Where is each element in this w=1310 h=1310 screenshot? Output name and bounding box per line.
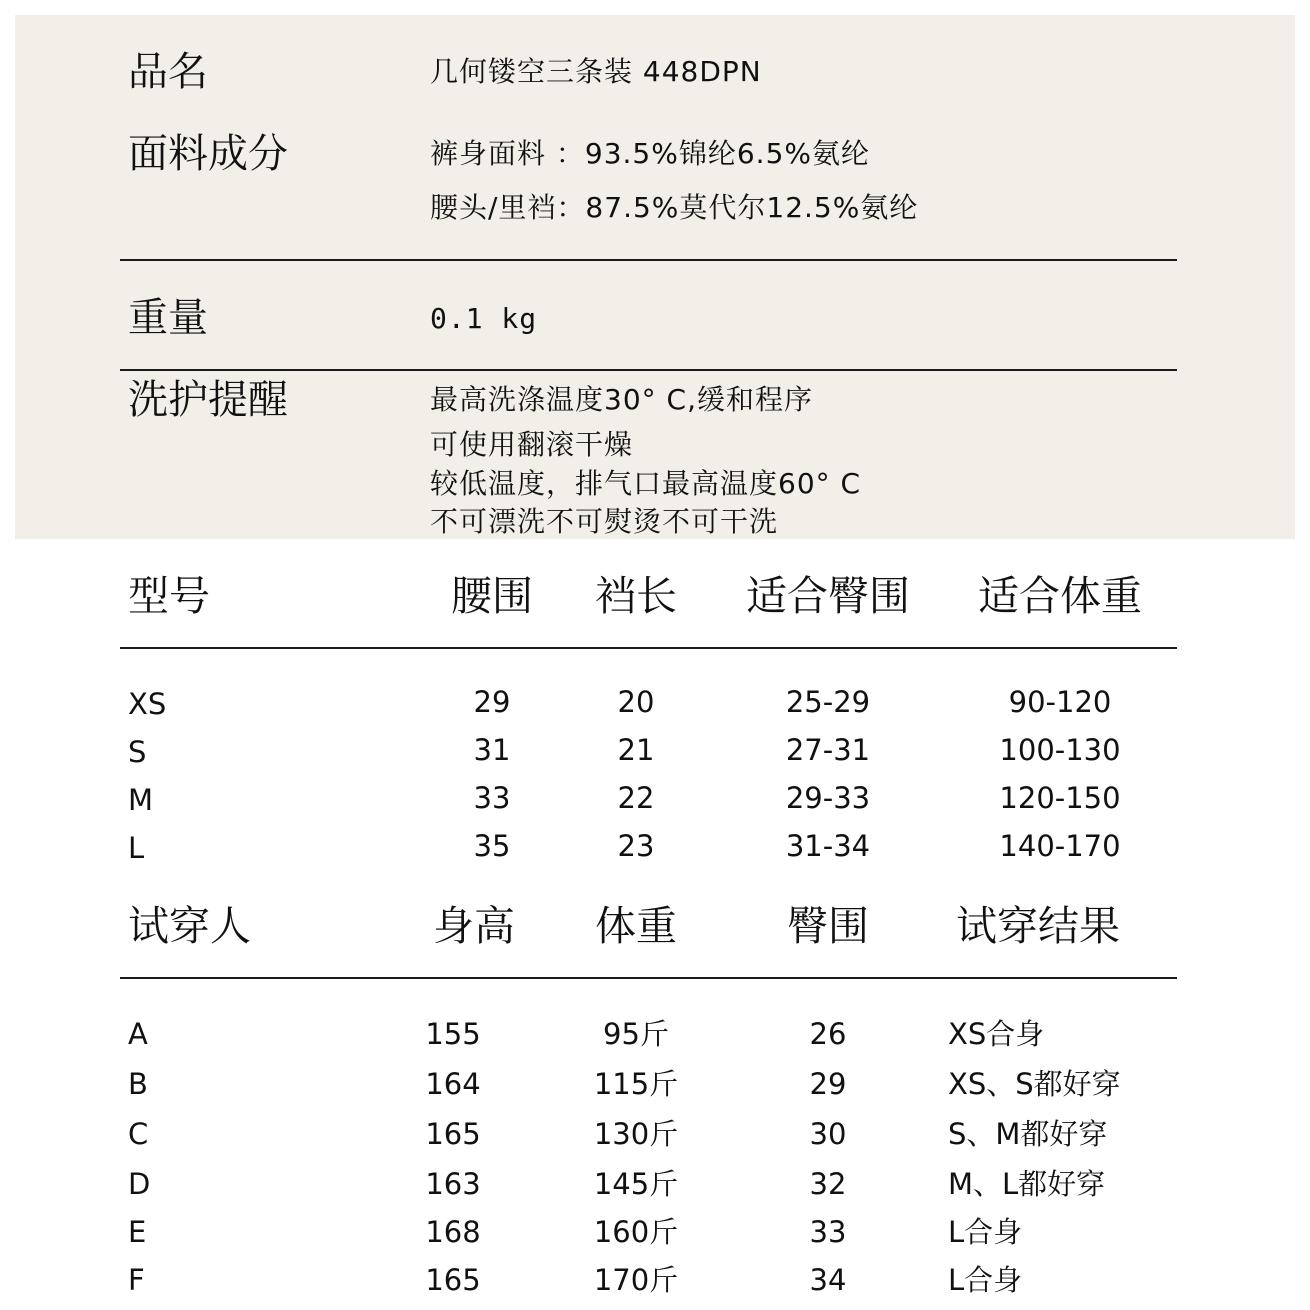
fit-cell: 115斤 (593, 1067, 679, 1101)
size-cell: 33 (473, 781, 511, 815)
fit-cell: L合身 (948, 1215, 1023, 1249)
weight-label: 重量 (128, 295, 208, 341)
size-cell: 31-34 (785, 829, 871, 863)
size-header-waist: 腰围 (451, 572, 533, 620)
size-cell: 31 (473, 733, 511, 767)
size-cell: 140-170 (999, 829, 1121, 863)
fit-cell: E (128, 1215, 147, 1249)
fit-cell: C (128, 1117, 149, 1151)
product-name-value: 几何镂空三条装 448DPN (430, 55, 762, 88)
fit-cell: XS、S都好穿 (948, 1067, 1121, 1101)
care-label: 洗护提醒 (128, 377, 288, 423)
size-header-weight: 适合体重 (978, 572, 1142, 620)
size-cell: S (128, 735, 147, 769)
care-line-3: 较低温度，排气口最高温度60° C (430, 467, 862, 500)
size-header-hip: 适合臀围 (746, 572, 910, 620)
fit-cell: 170斤 (593, 1263, 679, 1297)
size-header-rule (120, 647, 1177, 649)
fit-cell: XS合身 (948, 1017, 1045, 1051)
fabric-label: 面料成分 (128, 131, 288, 177)
size-cell: M (128, 783, 154, 817)
fit-cell: B (128, 1067, 148, 1101)
fit-cell: L合身 (948, 1263, 1023, 1297)
fit-cell: 165 (425, 1263, 481, 1297)
fabric-line-1: 裤身面料 ：93.5%锦纶6.5%氨纶 (430, 137, 870, 170)
size-cell: 120-150 (999, 781, 1121, 815)
fit-cell: D (128, 1167, 151, 1201)
fit-cell: 145斤 (593, 1167, 679, 1201)
divider-1 (120, 259, 1177, 261)
fit-header-hip: 臀围 (787, 902, 869, 950)
fit-cell: 168 (425, 1215, 481, 1249)
divider-2 (120, 369, 1177, 371)
fit-cell: F (128, 1263, 145, 1297)
fit-cell: M、L都好穿 (948, 1167, 1106, 1201)
size-cell: 20 (617, 685, 655, 719)
size-cell: 29-33 (785, 781, 871, 815)
weight-value: 0.1 kg (430, 302, 538, 335)
fit-cell: 32 (809, 1167, 847, 1201)
size-cell: 100-130 (999, 733, 1121, 767)
size-cell: 23 (617, 829, 655, 863)
size-cell: XS (128, 687, 167, 721)
size-cell: 27-31 (785, 733, 871, 767)
fit-cell: 95斤 (603, 1017, 669, 1051)
fit-header-person: 试穿人 (128, 902, 251, 950)
fit-cell: 33 (809, 1215, 847, 1249)
fit-header-result: 试穿结果 (956, 902, 1120, 950)
care-line-2: 可使用翻滚干燥 (430, 428, 634, 461)
size-header-model: 型号 (128, 572, 210, 620)
fit-cell: 130斤 (593, 1117, 679, 1151)
fit-cell: A (128, 1017, 148, 1051)
product-name-label: 品名 (128, 49, 208, 95)
fabric-line-2: 腰头/里裆：87.5%莫代尔12.5%氨纶 (430, 191, 919, 224)
fit-cell: 29 (809, 1067, 847, 1101)
size-cell: 35 (473, 829, 511, 863)
size-cell: 90-120 (1008, 685, 1112, 719)
care-line-4: 不可漂洗不可熨烫不可干洗 (430, 505, 779, 538)
fit-cell: 163 (425, 1167, 481, 1201)
fit-cell: S、M都好穿 (948, 1117, 1108, 1151)
size-cell: 25-29 (785, 685, 871, 719)
fit-header-weight: 体重 (595, 902, 677, 950)
fit-cell: 30 (809, 1117, 847, 1151)
size-cell: 22 (617, 781, 655, 815)
fit-header-rule (120, 977, 1177, 979)
size-header-rise: 裆长 (595, 572, 677, 620)
fit-header-height: 身高 (433, 902, 515, 950)
size-cell: L (128, 831, 145, 865)
size-cell: 21 (617, 733, 655, 767)
fit-cell: 155 (425, 1017, 481, 1051)
fit-cell: 164 (425, 1067, 481, 1101)
fit-cell: 165 (425, 1117, 481, 1151)
fit-cell: 26 (809, 1017, 847, 1051)
fit-cell: 34 (809, 1263, 847, 1297)
size-cell: 29 (473, 685, 511, 719)
fit-cell: 160斤 (593, 1215, 679, 1249)
care-line-1: 最高洗涤温度30° C,缓和程序 (430, 383, 813, 416)
